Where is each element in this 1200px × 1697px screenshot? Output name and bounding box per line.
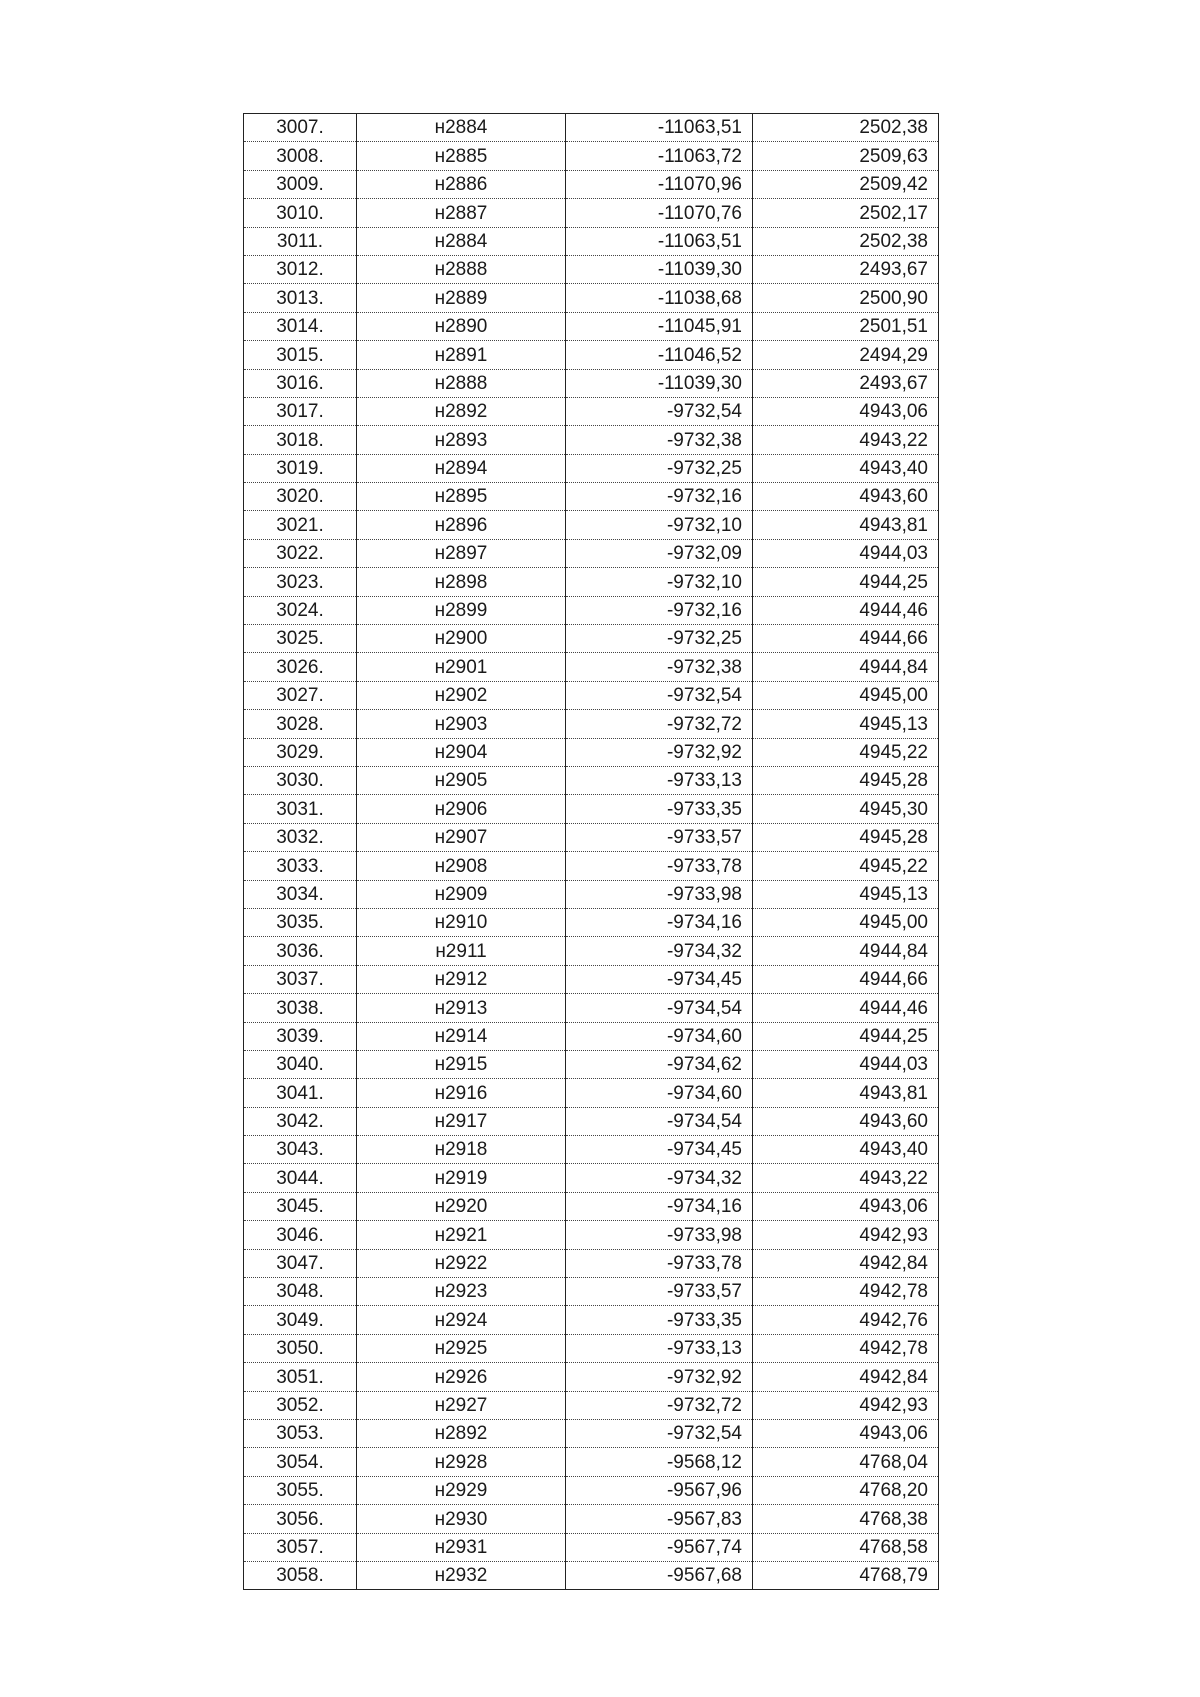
- point-name-cell: н2927: [357, 1391, 566, 1419]
- coordinates-table-body: [244, 114, 939, 1590]
- y-coordinate-cell: 4944,25: [753, 568, 939, 596]
- table-row: [244, 1192, 939, 1220]
- point-name-cell: н2928: [357, 1448, 566, 1476]
- x-coordinate-cell: -9732,25: [566, 454, 753, 482]
- table-row: [244, 1249, 939, 1277]
- y-coordinate-cell: 4944,84: [753, 937, 939, 965]
- point-name-cell: н2884: [357, 114, 566, 142]
- point-name-cell: н2888: [357, 255, 566, 283]
- table-row: [244, 1334, 939, 1362]
- point-name-cell: н2892: [357, 397, 566, 425]
- point-name-cell: н2916: [357, 1079, 566, 1107]
- row-number-cell: 3032.: [244, 823, 357, 851]
- table-row: [244, 1221, 939, 1249]
- table-row: [244, 255, 939, 283]
- x-coordinate-cell: -9734,16: [566, 1192, 753, 1220]
- point-name-cell: н2903: [357, 710, 566, 738]
- x-coordinate-cell: -11070,76: [566, 199, 753, 227]
- point-name-cell: н2914: [357, 1022, 566, 1050]
- y-coordinate-cell: 4942,78: [753, 1278, 939, 1306]
- table-row: [244, 454, 939, 482]
- point-name-cell: н2884: [357, 227, 566, 255]
- row-number-cell: 3052.: [244, 1391, 357, 1419]
- point-name-cell: н2923: [357, 1278, 566, 1306]
- x-coordinate-cell: -9734,45: [566, 965, 753, 993]
- row-number-cell: 3021.: [244, 511, 357, 539]
- row-number-cell: 3040.: [244, 1050, 357, 1078]
- row-number-cell: 3039.: [244, 1022, 357, 1050]
- point-name-cell: н2890: [357, 312, 566, 340]
- row-number-cell: 3034.: [244, 880, 357, 908]
- x-coordinate-cell: -9733,98: [566, 880, 753, 908]
- point-name-cell: н2891: [357, 341, 566, 369]
- table-row: [244, 312, 939, 340]
- point-name-cell: н2907: [357, 823, 566, 851]
- table-row: [244, 738, 939, 766]
- y-coordinate-cell: 4942,93: [753, 1221, 939, 1249]
- point-name-cell: н2893: [357, 426, 566, 454]
- y-coordinate-cell: 2493,67: [753, 369, 939, 397]
- point-name-cell: н2915: [357, 1050, 566, 1078]
- table-row: [244, 795, 939, 823]
- point-name-cell: н2932: [357, 1561, 566, 1589]
- x-coordinate-cell: -9734,32: [566, 1164, 753, 1192]
- table-row: [244, 170, 939, 198]
- x-coordinate-cell: -9733,98: [566, 1221, 753, 1249]
- coordinates-table: [243, 113, 939, 1590]
- table-row: [244, 596, 939, 624]
- x-coordinate-cell: -9734,54: [566, 994, 753, 1022]
- table-row: [244, 1050, 939, 1078]
- row-number-cell: 3011.: [244, 227, 357, 255]
- y-coordinate-cell: 2494,29: [753, 341, 939, 369]
- table-row: [244, 994, 939, 1022]
- row-number-cell: 3048.: [244, 1278, 357, 1306]
- point-name-cell: н2904: [357, 738, 566, 766]
- table-row: [244, 710, 939, 738]
- table-row: [244, 1278, 939, 1306]
- point-name-cell: н2905: [357, 766, 566, 794]
- point-name-cell: н2929: [357, 1476, 566, 1504]
- y-coordinate-cell: 4945,00: [753, 908, 939, 936]
- point-name-cell: н2910: [357, 908, 566, 936]
- table-row: [244, 539, 939, 567]
- table-row: [244, 1448, 939, 1476]
- y-coordinate-cell: 4943,60: [753, 1107, 939, 1135]
- row-number-cell: 3036.: [244, 937, 357, 965]
- row-number-cell: 3035.: [244, 908, 357, 936]
- point-name-cell: н2899: [357, 596, 566, 624]
- row-number-cell: 3018.: [244, 426, 357, 454]
- row-number-cell: 3007.: [244, 114, 357, 142]
- y-coordinate-cell: 4944,46: [753, 596, 939, 624]
- y-coordinate-cell: 4944,25: [753, 1022, 939, 1050]
- point-name-cell: н2892: [357, 1419, 566, 1447]
- row-number-cell: 3042.: [244, 1107, 357, 1135]
- row-number-cell: 3046.: [244, 1221, 357, 1249]
- table-row: [244, 1419, 939, 1447]
- table-row: [244, 568, 939, 596]
- point-name-cell: н2926: [357, 1363, 566, 1391]
- point-name-cell: н2922: [357, 1249, 566, 1277]
- y-coordinate-cell: 2502,38: [753, 114, 939, 142]
- y-coordinate-cell: 4944,03: [753, 1050, 939, 1078]
- point-name-cell: н2897: [357, 539, 566, 567]
- y-coordinate-cell: 2502,38: [753, 227, 939, 255]
- x-coordinate-cell: -9732,16: [566, 596, 753, 624]
- table-row: [244, 681, 939, 709]
- y-coordinate-cell: 4768,20: [753, 1476, 939, 1504]
- point-name-cell: н2900: [357, 625, 566, 653]
- table-row: [244, 1022, 939, 1050]
- row-number-cell: 3015.: [244, 341, 357, 369]
- row-number-cell: 3049.: [244, 1306, 357, 1334]
- x-coordinate-cell: -9732,92: [566, 1363, 753, 1391]
- x-coordinate-cell: -11038,68: [566, 284, 753, 312]
- y-coordinate-cell: 4945,22: [753, 738, 939, 766]
- y-coordinate-cell: 4943,81: [753, 511, 939, 539]
- y-coordinate-cell: 4943,06: [753, 397, 939, 425]
- row-number-cell: 3025.: [244, 625, 357, 653]
- x-coordinate-cell: -11046,52: [566, 341, 753, 369]
- x-coordinate-cell: -9732,92: [566, 738, 753, 766]
- row-number-cell: 3029.: [244, 738, 357, 766]
- point-name-cell: н2924: [357, 1306, 566, 1334]
- table-row: [244, 766, 939, 794]
- y-coordinate-cell: 4943,06: [753, 1419, 939, 1447]
- point-name-cell: н2930: [357, 1505, 566, 1533]
- point-name-cell: н2921: [357, 1221, 566, 1249]
- x-coordinate-cell: -11063,72: [566, 142, 753, 170]
- y-coordinate-cell: 4944,03: [753, 539, 939, 567]
- x-coordinate-cell: -9732,38: [566, 653, 753, 681]
- row-number-cell: 3020.: [244, 483, 357, 511]
- y-coordinate-cell: 4768,79: [753, 1561, 939, 1589]
- point-name-cell: н2918: [357, 1136, 566, 1164]
- row-number-cell: 3045.: [244, 1192, 357, 1220]
- point-name-cell: н2895: [357, 483, 566, 511]
- row-number-cell: 3044.: [244, 1164, 357, 1192]
- x-coordinate-cell: -11063,51: [566, 227, 753, 255]
- table-row: [244, 1079, 939, 1107]
- point-name-cell: н2886: [357, 170, 566, 198]
- row-number-cell: 3009.: [244, 170, 357, 198]
- y-coordinate-cell: 4942,78: [753, 1334, 939, 1362]
- row-number-cell: 3031.: [244, 795, 357, 823]
- point-name-cell: н2888: [357, 369, 566, 397]
- x-coordinate-cell: -9733,78: [566, 1249, 753, 1277]
- y-coordinate-cell: 4944,66: [753, 965, 939, 993]
- y-coordinate-cell: 2509,42: [753, 170, 939, 198]
- row-number-cell: 3023.: [244, 568, 357, 596]
- row-number-cell: 3043.: [244, 1136, 357, 1164]
- x-coordinate-cell: -9732,54: [566, 397, 753, 425]
- y-coordinate-cell: 4943,40: [753, 454, 939, 482]
- row-number-cell: 3047.: [244, 1249, 357, 1277]
- table-row: [244, 341, 939, 369]
- row-number-cell: 3008.: [244, 142, 357, 170]
- y-coordinate-cell: 4943,40: [753, 1136, 939, 1164]
- x-coordinate-cell: -11045,91: [566, 312, 753, 340]
- row-number-cell: 3037.: [244, 965, 357, 993]
- y-coordinate-cell: 2501,51: [753, 312, 939, 340]
- table-row: [244, 511, 939, 539]
- row-number-cell: 3030.: [244, 766, 357, 794]
- row-number-cell: 3019.: [244, 454, 357, 482]
- row-number-cell: 3041.: [244, 1079, 357, 1107]
- row-number-cell: 3027.: [244, 681, 357, 709]
- table-row: [244, 284, 939, 312]
- table-row: [244, 908, 939, 936]
- table-row: [244, 880, 939, 908]
- row-number-cell: 3014.: [244, 312, 357, 340]
- table-row: [244, 114, 939, 142]
- x-coordinate-cell: -11070,96: [566, 170, 753, 198]
- point-name-cell: н2906: [357, 795, 566, 823]
- x-coordinate-cell: -9732,54: [566, 681, 753, 709]
- y-coordinate-cell: 4945,13: [753, 710, 939, 738]
- row-number-cell: 3050.: [244, 1334, 357, 1362]
- point-name-cell: н2912: [357, 965, 566, 993]
- y-coordinate-cell: 4943,22: [753, 1164, 939, 1192]
- point-name-cell: н2901: [357, 653, 566, 681]
- x-coordinate-cell: -9568,12: [566, 1448, 753, 1476]
- row-number-cell: 3053.: [244, 1419, 357, 1447]
- table-row: [244, 1533, 939, 1561]
- row-number-cell: 3012.: [244, 255, 357, 283]
- table-row: [244, 1136, 939, 1164]
- y-coordinate-cell: 4944,84: [753, 653, 939, 681]
- x-coordinate-cell: -9734,32: [566, 937, 753, 965]
- row-number-cell: 3057.: [244, 1533, 357, 1561]
- table-row: [244, 823, 939, 851]
- table-row: [244, 1306, 939, 1334]
- x-coordinate-cell: -9567,96: [566, 1476, 753, 1504]
- y-coordinate-cell: 2502,17: [753, 199, 939, 227]
- x-coordinate-cell: -9732,10: [566, 568, 753, 596]
- table-row: [244, 852, 939, 880]
- point-name-cell: н2898: [357, 568, 566, 596]
- point-name-cell: н2917: [357, 1107, 566, 1135]
- point-name-cell: н2902: [357, 681, 566, 709]
- point-name-cell: н2885: [357, 142, 566, 170]
- table-row: [244, 426, 939, 454]
- row-number-cell: 3038.: [244, 994, 357, 1022]
- table-row: [244, 1363, 939, 1391]
- x-coordinate-cell: -9733,78: [566, 852, 753, 880]
- table-row: [244, 1505, 939, 1533]
- x-coordinate-cell: -9733,13: [566, 1334, 753, 1362]
- x-coordinate-cell: -9732,72: [566, 1391, 753, 1419]
- x-coordinate-cell: -9734,62: [566, 1050, 753, 1078]
- y-coordinate-cell: 4943,60: [753, 483, 939, 511]
- y-coordinate-cell: 4945,28: [753, 766, 939, 794]
- row-number-cell: 3055.: [244, 1476, 357, 1504]
- x-coordinate-cell: -9567,74: [566, 1533, 753, 1561]
- y-coordinate-cell: 2493,67: [753, 255, 939, 283]
- table-row: [244, 1561, 939, 1589]
- y-coordinate-cell: 4944,66: [753, 625, 939, 653]
- y-coordinate-cell: 4768,38: [753, 1505, 939, 1533]
- x-coordinate-cell: -9734,60: [566, 1079, 753, 1107]
- row-number-cell: 3033.: [244, 852, 357, 880]
- x-coordinate-cell: -9733,57: [566, 1278, 753, 1306]
- x-coordinate-cell: -9733,13: [566, 766, 753, 794]
- table-row: [244, 625, 939, 653]
- x-coordinate-cell: -9567,68: [566, 1561, 753, 1589]
- x-coordinate-cell: -9732,09: [566, 539, 753, 567]
- x-coordinate-cell: -9734,60: [566, 1022, 753, 1050]
- x-coordinate-cell: -9567,83: [566, 1505, 753, 1533]
- x-coordinate-cell: -9732,16: [566, 483, 753, 511]
- point-name-cell: н2919: [357, 1164, 566, 1192]
- y-coordinate-cell: 4768,58: [753, 1533, 939, 1561]
- table-row: [244, 653, 939, 681]
- x-coordinate-cell: -9732,10: [566, 511, 753, 539]
- y-coordinate-cell: 4944,46: [753, 994, 939, 1022]
- point-name-cell: н2931: [357, 1533, 566, 1561]
- point-name-cell: н2896: [357, 511, 566, 539]
- y-coordinate-cell: 4945,22: [753, 852, 939, 880]
- x-coordinate-cell: -11039,30: [566, 255, 753, 283]
- point-name-cell: н2887: [357, 199, 566, 227]
- y-coordinate-cell: 2500,90: [753, 284, 939, 312]
- point-name-cell: н2908: [357, 852, 566, 880]
- row-number-cell: 3028.: [244, 710, 357, 738]
- x-coordinate-cell: -9732,25: [566, 625, 753, 653]
- x-coordinate-cell: -9732,54: [566, 1419, 753, 1447]
- row-number-cell: 3017.: [244, 397, 357, 425]
- point-name-cell: н2909: [357, 880, 566, 908]
- table-row: [244, 1164, 939, 1192]
- y-coordinate-cell: 4768,04: [753, 1448, 939, 1476]
- point-name-cell: н2911: [357, 937, 566, 965]
- table-row: [244, 965, 939, 993]
- x-coordinate-cell: -9733,35: [566, 795, 753, 823]
- row-number-cell: 3026.: [244, 653, 357, 681]
- y-coordinate-cell: 4945,28: [753, 823, 939, 851]
- y-coordinate-cell: 4942,76: [753, 1306, 939, 1334]
- point-name-cell: н2913: [357, 994, 566, 1022]
- table-row: [244, 199, 939, 227]
- y-coordinate-cell: 4945,13: [753, 880, 939, 908]
- row-number-cell: 3022.: [244, 539, 357, 567]
- x-coordinate-cell: -9734,54: [566, 1107, 753, 1135]
- x-coordinate-cell: -11039,30: [566, 369, 753, 397]
- row-number-cell: 3024.: [244, 596, 357, 624]
- row-number-cell: 3016.: [244, 369, 357, 397]
- row-number-cell: 3054.: [244, 1448, 357, 1476]
- point-name-cell: н2889: [357, 284, 566, 312]
- y-coordinate-cell: 4943,06: [753, 1192, 939, 1220]
- x-coordinate-cell: -9733,35: [566, 1306, 753, 1334]
- row-number-cell: 3058.: [244, 1561, 357, 1589]
- x-coordinate-cell: -9733,57: [566, 823, 753, 851]
- y-coordinate-cell: 4942,93: [753, 1391, 939, 1419]
- table-row: [244, 937, 939, 965]
- x-coordinate-cell: -9732,38: [566, 426, 753, 454]
- y-coordinate-cell: 4945,00: [753, 681, 939, 709]
- row-number-cell: 3013.: [244, 284, 357, 312]
- table-row: [244, 483, 939, 511]
- y-coordinate-cell: 4945,30: [753, 795, 939, 823]
- table-row: [244, 1107, 939, 1135]
- y-coordinate-cell: 4943,81: [753, 1079, 939, 1107]
- y-coordinate-cell: 4942,84: [753, 1249, 939, 1277]
- table-row: [244, 227, 939, 255]
- row-number-cell: 3010.: [244, 199, 357, 227]
- table-row: [244, 142, 939, 170]
- y-coordinate-cell: 2509,63: [753, 142, 939, 170]
- row-number-cell: 3051.: [244, 1363, 357, 1391]
- x-coordinate-cell: -11063,51: [566, 114, 753, 142]
- x-coordinate-cell: -9734,45: [566, 1136, 753, 1164]
- point-name-cell: н2894: [357, 454, 566, 482]
- table-row: [244, 1476, 939, 1504]
- x-coordinate-cell: -9734,16: [566, 908, 753, 936]
- y-coordinate-cell: 4942,84: [753, 1363, 939, 1391]
- y-coordinate-cell: 4943,22: [753, 426, 939, 454]
- row-number-cell: 3056.: [244, 1505, 357, 1533]
- x-coordinate-cell: -9732,72: [566, 710, 753, 738]
- table-row: [244, 397, 939, 425]
- point-name-cell: н2925: [357, 1334, 566, 1362]
- table-row: [244, 369, 939, 397]
- point-name-cell: н2920: [357, 1192, 566, 1220]
- table-row: [244, 1391, 939, 1419]
